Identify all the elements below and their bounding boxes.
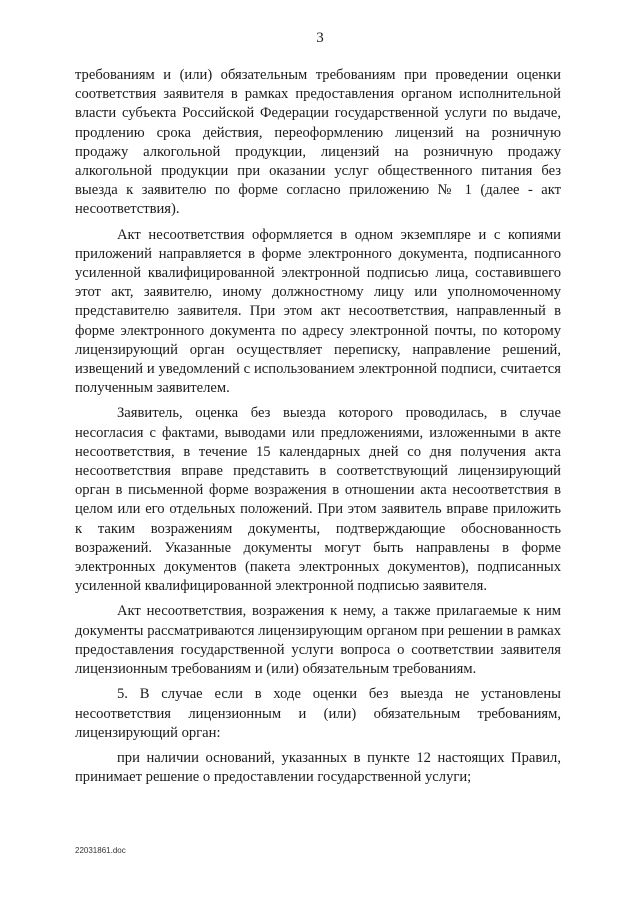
document-body: [75, 66, 561, 787]
paragraph-item-5: 5. В случае если в ходе оценки без выезда не установлены несоответствия лицензионным и (или) обязательным требованиям, лицензирующий орган:: [75, 686, 561, 741]
paragraph-decision: при наличии оснований, указанных в пункте 12 настоящих Правил, принимает решение о предоставлении государственной услуги;: [75, 749, 561, 786]
paragraph-continued: требованиям и (или) обязательным требованиям при проведении оценки соответствия заявителя в рамках предоставления органом исполнительной власти субъекта Российской Федерации государственной услуги по выдаче, продлению срока действия, переоформлению лицензий на розничную продажу алкогольной продукции, лицензий на розничную продажу алкогольной продукции при оказании услуг общественного питания без выезда к заявителю по форме согласно приложению № 1 (далее - акт несоответствия).: [75, 67, 561, 218]
footer-filename: 22031861.doc: [75, 846, 126, 855]
paragraph-objections: Заявитель, оценка без выезда которого проводилась, в случае несогласия с фактами, выводами или предложениями, изложенными в акте несоответствия, в течение 15 календарных дней со дня получения акта несоответствия вправе представить в соответствующий лицензирующий орган в письменной форме возражения в отношении акта несоответствия в целом или его отдельных положений. При этом заявитель вправе приложить к таким возражениям документы, подтверждающие обоснованность возражений. Указанные документы могут быть направлены в форме электронных документов (пакета электронных документов), подписанных усиленной квалифицированной электронной подписью заявителя.: [75, 405, 561, 595]
paragraph-act-issuance: Акт несоответствия оформляется в одном экземпляре и с копиями приложений направляется в форме электронного документа, подписанного усиленной квалифицированной электронной подписью лица, составившего этот акт, заявителю, иному должностному лицу или уполномоченному представителю заявителя. При этом акт несоответствия, направленный в форме электронного документа по адресу электронной почты, по которому лицензирующий орган осуществляет переписку, направление решений, извещений и уведомлений с использованием электронной подписи, считается полученным заявителем.: [75, 226, 561, 397]
paragraph-review: Акт несоответствия, возражения к нему, а также прилагаемые к ним документы рассматриваются лицензирующим органом при решении в рамках предоставления государственной услуги вопроса о соответствии заявителя лицензионным требованиям и (или) обязательным требованиям.: [75, 603, 561, 678]
page-number: 3: [316, 30, 324, 46]
